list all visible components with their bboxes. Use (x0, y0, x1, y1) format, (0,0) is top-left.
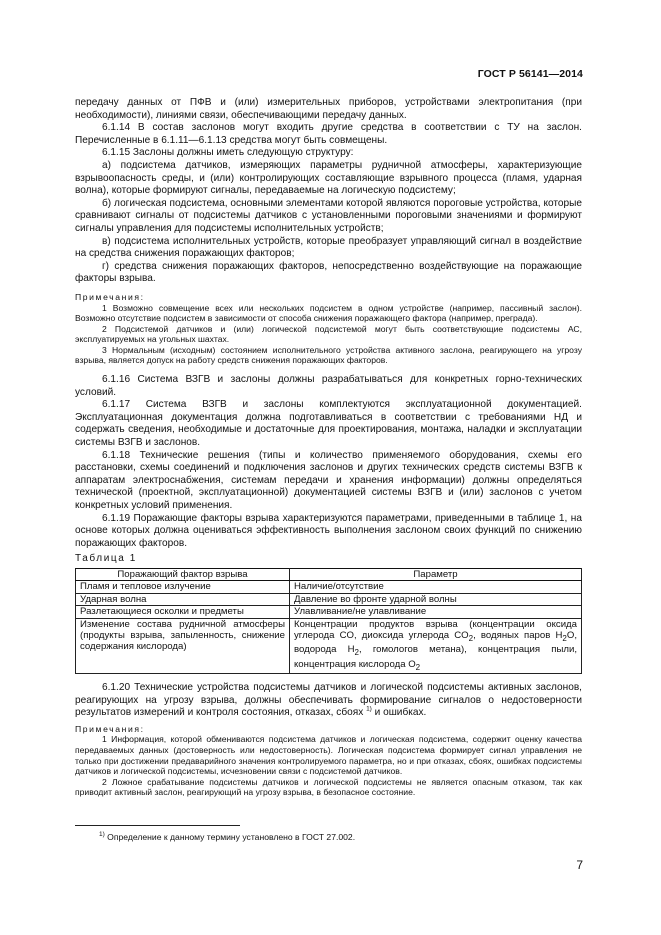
notes-title: Примечания: (75, 723, 145, 734)
paragraph-6-1-15: 6.1.15 Заслоны должны иметь следующую структуру: (102, 147, 354, 159)
table-header-factor: Поражающий фактор взрыва (76, 568, 290, 580)
explosion-factors-table (75, 568, 582, 674)
note-item: 1 Информация, которой обмениваются подсистема датчиков и логическая подсистема, содержит оценку качества передаваемых данных (достоверность или недостоверность). Логическая подсистема формирует сигнал управления не только при достижении предаварийного значения контролируемого параметра, но и при отказах, сбоях, ошибках подсистемы датчиков и логической подсистемы, исчезновении связи с подсистемой датчиков. (75, 734, 582, 777)
table-row (76, 606, 582, 618)
paragraph-6-1-16: 6.1.16 Система ВЗГВ и заслоны должны разрабатываться для конкретных горно-технических условий. (75, 374, 582, 398)
page-number: 7 (576, 858, 583, 872)
table-cell: Наличие/отсутствие (290, 581, 582, 593)
list-item-b: б) логическая подсистема, основными элементами которой являются пороговые устройства, которые сравнивают сигналы от подсистемы датчиков с установленными пороговыми значениями и формируют сигналы управления для подсистемы исполнительных устройств; (75, 197, 582, 234)
notes-block-1 (75, 292, 582, 366)
notes-title: Примечания: (75, 291, 145, 302)
note-item: 1 Возможно совмещение всех или нескольких подсистем в одном устройстве (например, пассивный заслон). Возможно отсутствие подсистем в зависимости от способа снижения поражающего фактора (например, преграда). (75, 302, 582, 324)
note-item: 3 Нормальным (исходным) состоянием исполнительного устройства активного заслона, реагирующего на угрозу взрыва, является допуск на работу средств снижения поражающих факторов. (75, 344, 582, 366)
table-cell: Улавливание/не улавливание (290, 606, 582, 618)
table-cell: Пламя и тепловое излучение (76, 581, 290, 593)
table-cell: Разлетающиеся осколки и предметы (76, 606, 290, 618)
list-item-v: в) подсистема исполнительных устройств, которые преобразует управляющий сигнал в воздействие на средства снижения поражающих факторов; (75, 235, 582, 260)
table-header-parameter: Параметр (290, 568, 582, 580)
note-item: 2 Подсистемой датчиков и (или) логической подсистемой могут быть соответствующие подсистемы АС, эксплуатируемых на угольных шахтах. (75, 323, 582, 345)
table-cell: Ударная волна (76, 593, 290, 605)
table-row (76, 593, 582, 605)
paragraph-6-1-17: 6.1.17 Система ВЗГВ и заслоны комплектуются эксплуатационной документацией. Эксплуатационная документация должна подготавливаться в соответствии с требованиями НД и содержать сведения, необходимые и достаточные для проектирования, монтажа, наладки и эксплуатации системы ВЗГВ и заслонов. (75, 399, 582, 449)
table-header-row (76, 568, 582, 580)
footnote: $^{1)}$ Определение к данному термину установлено в ГОСТ 27.002. (99, 831, 356, 842)
paragraph-6-1-19: 6.1.19 Поражающие факторы взрыва характеризуются параметрами, приведенными в таблице 1, на основе которых должна оцениваться эффективность выполнения заслоном своих функций по снижению поражающих факторов. (75, 512, 582, 549)
table-cell-concentrations: Концентрации продуктов взрыва (концентрации оксида углерода CO, диоксида углерода $CO_2$, водяных паров $H_2O$, водорода $H_2$, гомологов метана), концентрация пыли, концентрация кислорода $O_2$ (290, 618, 582, 673)
footnote-ref: 1) (366, 705, 372, 713)
paragraph-6-1-20: 6.1.20 Технические устройства подсистемы датчиков и логической подсистемы активных заслонов, реагирующих на угрозу взрыва, должны обеспечивать формирование сигналов о недостоверности результатов измерений и контроля состояния, отказах, сбоях $^{1)}$ и ошибках. (75, 681, 582, 719)
list-item-g: г) средства снижения поражающих факторов, непосредственно воздействующие на поражающие факторы взрыва. (75, 260, 582, 285)
table-cell: Давление во фронте ударной волны (290, 593, 582, 605)
paragraph-6-1-18: 6.1.18 Технические решения (типы и количество применяемого оборудования, схемы его расстановки, схемы соединений и подключения заслонов и других технических средств системы ВЗГВ к аппаратам электроснабжения, системам передачи и хранения информации) должны определяться технической (проектной, эксплуатационной) документацией системы ВЗГВ и (или) заслонов с учетом конкретных условий применения. (75, 449, 582, 511)
table-row (76, 581, 582, 593)
list-item-a: а) подсистема датчиков, измеряющих параметры рудничной атмосферы, характеризующие взрывоопасность среды, и (или) контролирующих составляющие взрывного процесса (пламя, ударная волна), которые формируют сигналы, передаваемые на логическую подсистему; (75, 159, 582, 197)
notes-block-2 (75, 724, 582, 798)
document-code-header: ГОСТ Р 56141—2014 (477, 68, 583, 80)
table-title: Таблица 1 (75, 553, 137, 565)
table-row (76, 618, 582, 673)
paragraph-continuation: передачу данных от ПФВ и (или) измерительных приборов, устройствами электропитания (при необходимости), линиями связи, обеспечивающими передачу данных. (75, 97, 582, 121)
note-item: 2 Ложное срабатывание подсистемы датчиков и логической подсистемы не является опасным отказом, так как приводит активный заслон, реагирующий на угрозу взрыва, в безопасное состояние. (75, 776, 582, 798)
footnote-separator (75, 825, 240, 826)
page-content (75, 97, 582, 798)
table-cell: Изменение состава рудничной атмосферы (продукты взрыва, запыленность, снижение содержания кислорода) (76, 618, 290, 673)
paragraph-6-1-14: 6.1.14 В состав заслонов могут входить другие средства в соответствии с ТУ на заслон. Перечисленные в 6.1.11—6.1.13 средства могут быть совмещены. (75, 122, 582, 146)
